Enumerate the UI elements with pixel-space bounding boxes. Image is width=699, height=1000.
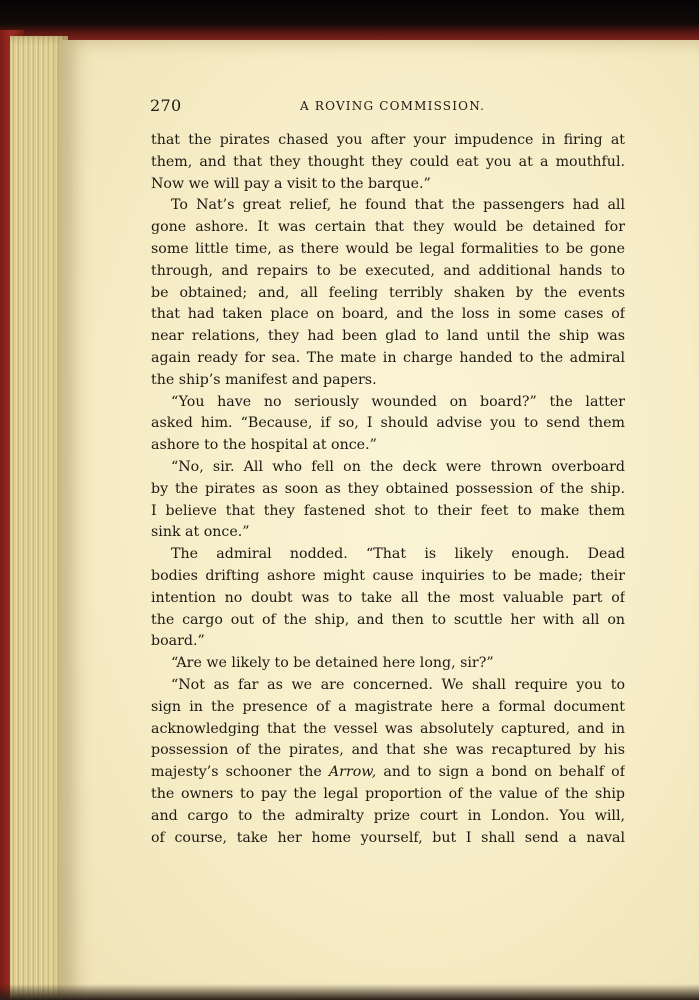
text-line-content: The admiral nodded. “That is likely enough. Dead — [171, 546, 625, 563]
italic-ship-name: Arrow, — [328, 764, 377, 781]
text-line-content: that the pirates chased you after your impudence in firing at — [151, 132, 625, 148]
text-line-content: near relations, they had been glad to land until the ship was — [151, 328, 625, 345]
text-line — [151, 261, 625, 283]
text-line — [151, 304, 625, 326]
text-line — [151, 631, 625, 653]
book-cover-top — [0, 0, 699, 44]
text-line — [151, 479, 625, 501]
text-line-content: “No, sir. All who fell on the deck were thrown overboard — [171, 458, 625, 475]
text-line — [151, 501, 625, 523]
text-line-content: the ship’s manifest and papers. — [151, 371, 377, 388]
text-line-content: I believe that they fastened shot to their feet to make them — [151, 502, 625, 519]
body-text — [151, 130, 625, 849]
page-number: 270 — [150, 96, 182, 115]
text-line-content: acknowledging that the vessel was absolutely captured, and in — [151, 720, 625, 737]
text-line-content: board.” — [151, 633, 205, 650]
text-line-content: gone ashore. It was certain that they would be detained for — [151, 219, 625, 236]
text-line — [151, 522, 625, 544]
running-head: A ROVING COMMISSION. — [300, 99, 486, 113]
text-line — [151, 653, 625, 675]
text-line — [151, 413, 625, 435]
text-line — [151, 719, 625, 741]
text-line — [151, 370, 625, 392]
book-bottom-edge — [0, 984, 699, 1000]
text-line-content: sign in the presence of a magistrate here a formal document — [151, 698, 625, 715]
text-line-content: “You have no seriously wounded on board?” the latter — [171, 393, 625, 410]
text-line-content: ashore to the hospital at once.” — [151, 437, 377, 454]
text-line-content: possession of the pirates, and that she was recaptured by his — [151, 742, 625, 759]
text-line — [151, 326, 625, 348]
text-line-content: that had taken place on board, and the loss in some cases of — [151, 306, 625, 323]
text-line-continuation: and to sign a bond on behalf of — [376, 764, 625, 781]
text-line-content: “Not as far as we are concerned. We shall require you to — [171, 676, 625, 693]
text-line — [151, 239, 625, 261]
text-line — [151, 435, 625, 457]
text-line-content: of course, take her home yourself, but I shall send a naval — [151, 829, 625, 846]
text-line-content: intention no doubt was to take all the most valuable part of — [151, 589, 625, 606]
page-edges — [10, 36, 68, 1000]
text-line — [151, 762, 625, 784]
text-line — [151, 283, 625, 305]
text-line — [151, 195, 625, 217]
text-line — [151, 697, 625, 719]
text-line — [151, 610, 625, 632]
page-header — [150, 96, 626, 118]
text-line-content: the owners to pay the legal proportion of the value of the ship — [151, 785, 625, 802]
text-line — [151, 348, 625, 370]
text-line — [151, 174, 625, 196]
text-line-content: “Are we likely to be detained here long, sir?” — [171, 655, 494, 672]
text-line-content: majesty’s schooner the — [151, 764, 329, 781]
text-line-content: bodies drifting ashore might cause inquiries to be made; their — [151, 567, 625, 584]
text-line — [151, 806, 625, 828]
text-line — [151, 217, 625, 239]
text-line-content: them, and that they thought they could eat you at a mouthful. — [151, 153, 625, 170]
text-line — [151, 740, 625, 762]
text-line — [151, 130, 625, 152]
text-line-content: To Nat’s great relief, he found that the passengers had all — [171, 197, 625, 214]
text-line-content: and cargo to the admiralty prize court in London. You will, — [151, 807, 625, 824]
text-line — [151, 392, 625, 414]
text-line-content: by the pirates as soon as they obtained possession of the ship. — [151, 480, 625, 497]
text-line-content: some little time, as there would be legal formalities to be gone — [151, 240, 625, 257]
text-line-content: sink at once.” — [151, 524, 250, 541]
text-line — [151, 828, 625, 850]
text-line — [151, 588, 625, 610]
text-line — [151, 675, 625, 697]
text-line-content: the cargo out of the ship, and then to scuttle her with all on — [151, 611, 625, 628]
text-line — [151, 784, 625, 806]
text-line-content: be obtained; and, all feeling terribly shaken by the events — [151, 284, 625, 301]
text-line — [151, 152, 625, 174]
text-line-content: asked him. “Because, if so, I should advise you to send them — [151, 415, 625, 432]
text-line-content: Now we will pay a visit to the barque.” — [151, 175, 431, 192]
text-line — [151, 457, 625, 479]
text-line — [151, 544, 625, 566]
text-line — [151, 566, 625, 588]
text-line-content: again ready for sea. The mate in charge handed to the admiral — [151, 349, 625, 366]
text-line-content: through, and repairs to be executed, and additional hands to — [151, 262, 625, 279]
